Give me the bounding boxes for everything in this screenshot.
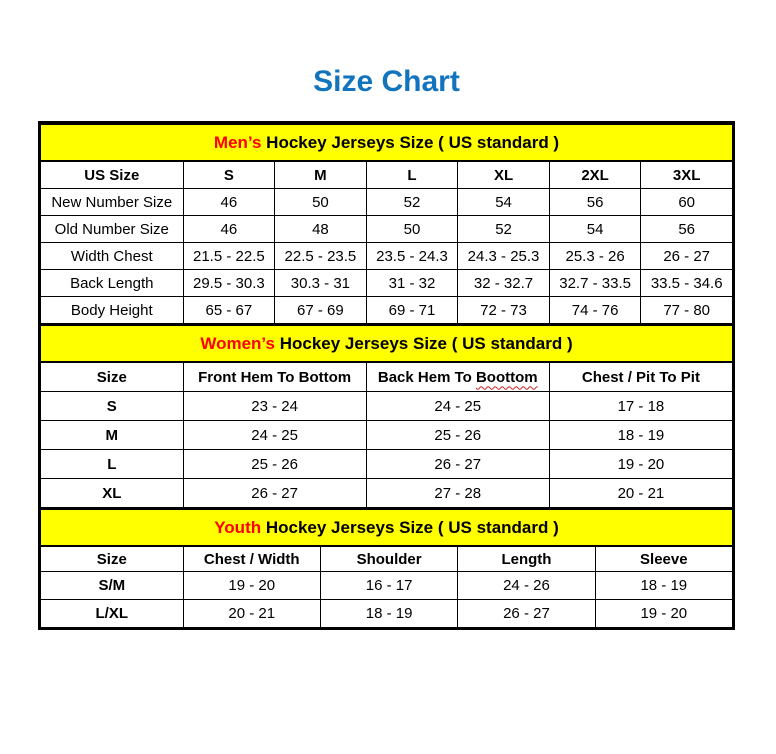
youth-size-table: [40, 508, 733, 628]
banner-text: Hockey Jerseys Size ( US standard ): [274, 333, 573, 353]
value-cell: 54: [549, 216, 641, 243]
value-cell: 19 - 20: [595, 600, 732, 628]
value-cell: 24.3 - 25.3: [458, 243, 550, 270]
youth-banner-row: [41, 509, 733, 546]
value-cell: 29.5 - 30.3: [183, 270, 275, 297]
misspelled-word: Boottom: [475, 368, 538, 386]
value-cell: 48: [275, 216, 367, 243]
table-row: [41, 216, 733, 243]
row-label: Back Length: [41, 270, 184, 297]
column-header: Sleeve: [595, 546, 732, 572]
value-cell: 23 - 24: [183, 392, 366, 421]
banner-highlight: Men’s: [213, 132, 262, 152]
column-header: 3XL: [641, 161, 733, 189]
banner-text: Hockey Jerseys Size ( US standard ): [261, 132, 560, 152]
value-cell: 20 - 21: [183, 600, 320, 628]
value-cell: 27 - 28: [366, 479, 549, 508]
column-header: Front Hem To Bottom: [183, 362, 366, 392]
row-label: New Number Size: [41, 189, 184, 216]
womens-section-banner: [41, 325, 733, 362]
value-cell: 18 - 19: [595, 572, 732, 600]
mens-header-row: [41, 161, 733, 189]
value-cell: 26 - 27: [458, 600, 595, 628]
row-label: Old Number Size: [41, 216, 184, 243]
value-cell: 21.5 - 22.5: [183, 243, 275, 270]
value-cell: 23.5 - 24.3: [366, 243, 458, 270]
value-cell: 74 - 76: [549, 297, 641, 324]
value-cell: 32 - 32.7: [458, 270, 550, 297]
value-cell: 33.5 - 34.6: [641, 270, 733, 297]
table-row: [41, 189, 733, 216]
banner-text: Hockey Jerseys Size ( US standard ): [261, 517, 559, 537]
value-cell: 19 - 20: [549, 450, 732, 479]
banner-highlight: Women’s: [200, 333, 275, 353]
value-cell: 77 - 80: [641, 297, 733, 324]
column-header: Back Hem To Boottom: [366, 362, 549, 392]
value-cell: 50: [275, 189, 367, 216]
youth-section-banner: [41, 509, 733, 546]
value-cell: 25 - 26: [366, 421, 549, 450]
mens-size-table: [40, 123, 733, 324]
value-cell: 24 - 25: [366, 392, 549, 421]
value-cell: 56: [549, 189, 641, 216]
table-row: [41, 572, 733, 600]
value-cell: 26 - 27: [183, 479, 366, 508]
value-cell: 46: [183, 189, 275, 216]
row-label: Body Height: [41, 297, 184, 324]
value-cell: 24 - 26: [458, 572, 595, 600]
womens-size-table: [40, 324, 733, 508]
womens-header-row: [41, 362, 733, 392]
banner-highlight: Youth: [214, 517, 262, 537]
column-header: Chest / Pit To Pit: [549, 362, 732, 392]
value-cell: 69 - 71: [366, 297, 458, 324]
value-cell: 52: [458, 216, 550, 243]
row-label: M: [41, 421, 184, 450]
size-chart-page: [0, 62, 776, 630]
value-cell: 30.3 - 31: [275, 270, 367, 297]
value-cell: 17 - 18: [549, 392, 732, 421]
column-header: L: [366, 161, 458, 189]
value-cell: 24 - 25: [183, 421, 366, 450]
value-cell: 20 - 21: [549, 479, 732, 508]
value-cell: 60: [641, 189, 733, 216]
table-row: [41, 600, 733, 628]
table-row: [41, 297, 733, 324]
youth-header-row: [41, 546, 733, 572]
table-row: [41, 270, 733, 297]
column-header: 2XL: [549, 161, 641, 189]
row-label: XL: [41, 479, 184, 508]
page-title: Size Chart: [313, 65, 460, 98]
table-row: [41, 392, 733, 421]
column-header: US Size: [41, 161, 184, 189]
column-header: Shoulder: [320, 546, 457, 572]
size-chart-sections: [38, 121, 735, 630]
value-cell: 72 - 73: [458, 297, 550, 324]
value-cell: 18 - 19: [320, 600, 457, 628]
table-row: [41, 421, 733, 450]
row-label: L/XL: [41, 600, 184, 628]
value-cell: 65 - 67: [183, 297, 275, 324]
column-header: Size: [41, 546, 184, 572]
value-cell: 50: [366, 216, 458, 243]
value-cell: 67 - 69: [275, 297, 367, 324]
column-header: Length: [458, 546, 595, 572]
table-row: [41, 450, 733, 479]
value-cell: 22.5 - 23.5: [275, 243, 367, 270]
row-label: S/M: [41, 572, 184, 600]
value-cell: 25 - 26: [183, 450, 366, 479]
row-label: S: [41, 392, 184, 421]
value-cell: 25.3 - 26: [549, 243, 641, 270]
value-cell: 56: [641, 216, 733, 243]
column-header: S: [183, 161, 275, 189]
value-cell: 54: [458, 189, 550, 216]
value-cell: 18 - 19: [549, 421, 732, 450]
column-header: M: [275, 161, 367, 189]
value-cell: 19 - 20: [183, 572, 320, 600]
value-cell: 46: [183, 216, 275, 243]
row-label: L: [41, 450, 184, 479]
row-label: Width Chest: [41, 243, 184, 270]
column-header: Chest / Width: [183, 546, 320, 572]
value-cell: 31 - 32: [366, 270, 458, 297]
value-cell: 16 - 17: [320, 572, 457, 600]
value-cell: 26 - 27: [641, 243, 733, 270]
column-header: XL: [458, 161, 550, 189]
value-cell: 32.7 - 33.5: [549, 270, 641, 297]
mens-section-banner: [41, 124, 733, 161]
womens-banner-row: [41, 325, 733, 362]
mens-banner-row: [41, 124, 733, 161]
value-cell: 52: [366, 189, 458, 216]
value-cell: 26 - 27: [366, 450, 549, 479]
column-header: Size: [41, 362, 184, 392]
table-row: [41, 243, 733, 270]
table-row: [41, 479, 733, 508]
